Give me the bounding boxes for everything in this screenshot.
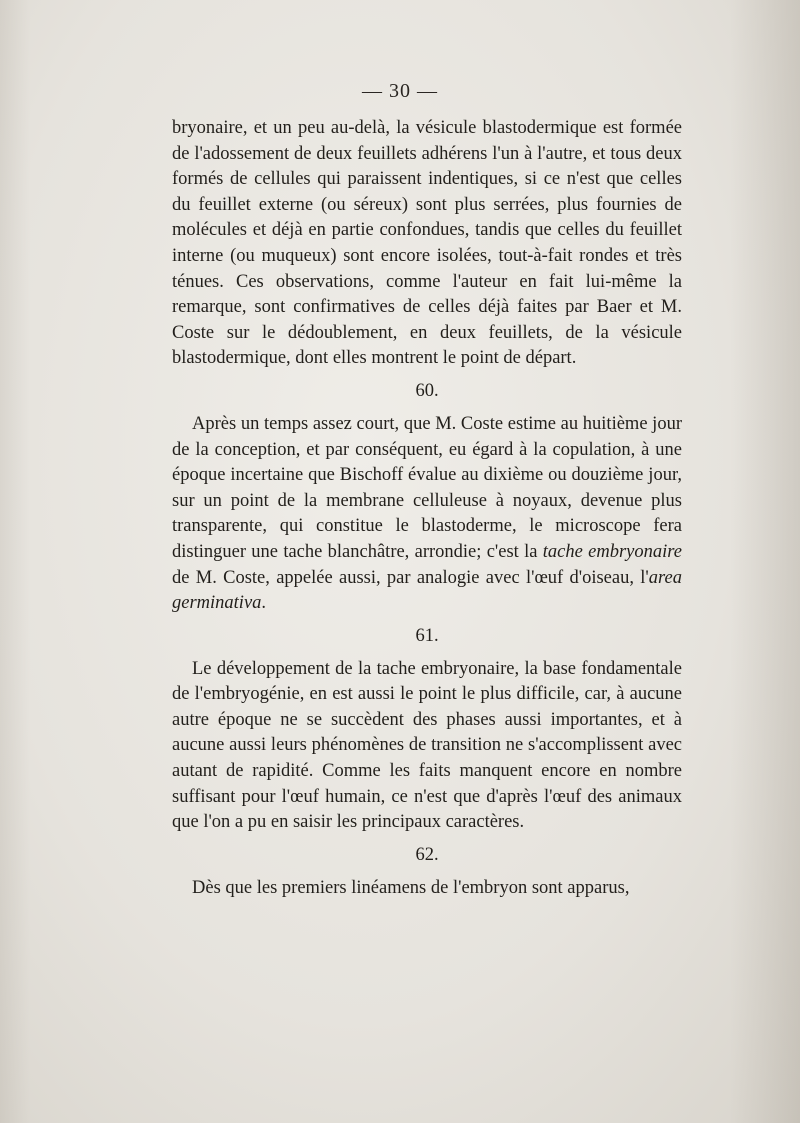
text-block [172,116,682,901]
section-60-text-c: . [261,593,267,614]
section-number-60: 60. [415,380,439,401]
paragraph-section-62: Dès que les premiers linéamens de l'embryon sont apparus, [192,877,630,898]
section-60-text-b: de M. Coste, appelée aussi, par analogie avec l'œuf d'oiseau, l' [172,567,649,588]
gutter-shadow [0,0,30,1123]
section-60-text-a: Après un temps assez court, que M. Coste estime au huitième jour de la conception, et par conséquent, eu égard à la copulation, à une époque incertaine que Bischoff évalue au dixième ou douzième jour, sur un point de la membrane celluleuse à noyaux, devenue plus transparente, qui constitue le blastoderme, le microscope fera distinguer une tache blanchâtre, arrondie; c'est la [172,413,682,562]
paragraph-continuation: bryonaire, et un peu au-delà, la vésicule blastodermique est formée de l'adossement de deux feuillets adhérens l'un à l'autre, et tous deux formés de cellules qui paraissent indentiques, si ce n'est que celles du feuillet externe (ou séreux) sont plus serrées, plus fournies de molécules et déjà en partie confondues, tandis que celles du feuillet interne (ou muqueux) sont encore isolées, tout-à-fait rondes et très ténues. Ces observations, comme l'auteur en fait lui-même la remarque, sont confirmatives de celles déjà faites par Baer et M. Coste sur le dédoublement, en deux feuillets, de la vésicule blastodermique, dont elles montrent le point de départ. [172,118,682,369]
paragraph-section-61: Le développement de la tache embryonaire, la base fondamentale de l'embryogénie, en est aussi le point le plus difficile, car, à aucune autre époque ne se succèdent des phases aussi importantes, et à aucune aussi leurs phénomènes de transition ne s'accomplissent avec autant de rapidité. Comme les faits manquent encore en nombre suffisant pour l'œuf humain, ce n'est que d'après l'œuf des animaux que l'on a pu en saisir les principaux caractères. [172,658,682,833]
section-number-62: 62. [415,844,439,865]
section-number-61: 61. [415,625,439,646]
page-number: — 30 — [362,80,438,102]
term-area-germinativa: area germinativa [172,567,682,614]
page-edge-shadow [730,0,800,1123]
paragraph-section-60 [172,412,682,617]
term-tache-embryonaire: tache embryonaire [542,541,682,562]
